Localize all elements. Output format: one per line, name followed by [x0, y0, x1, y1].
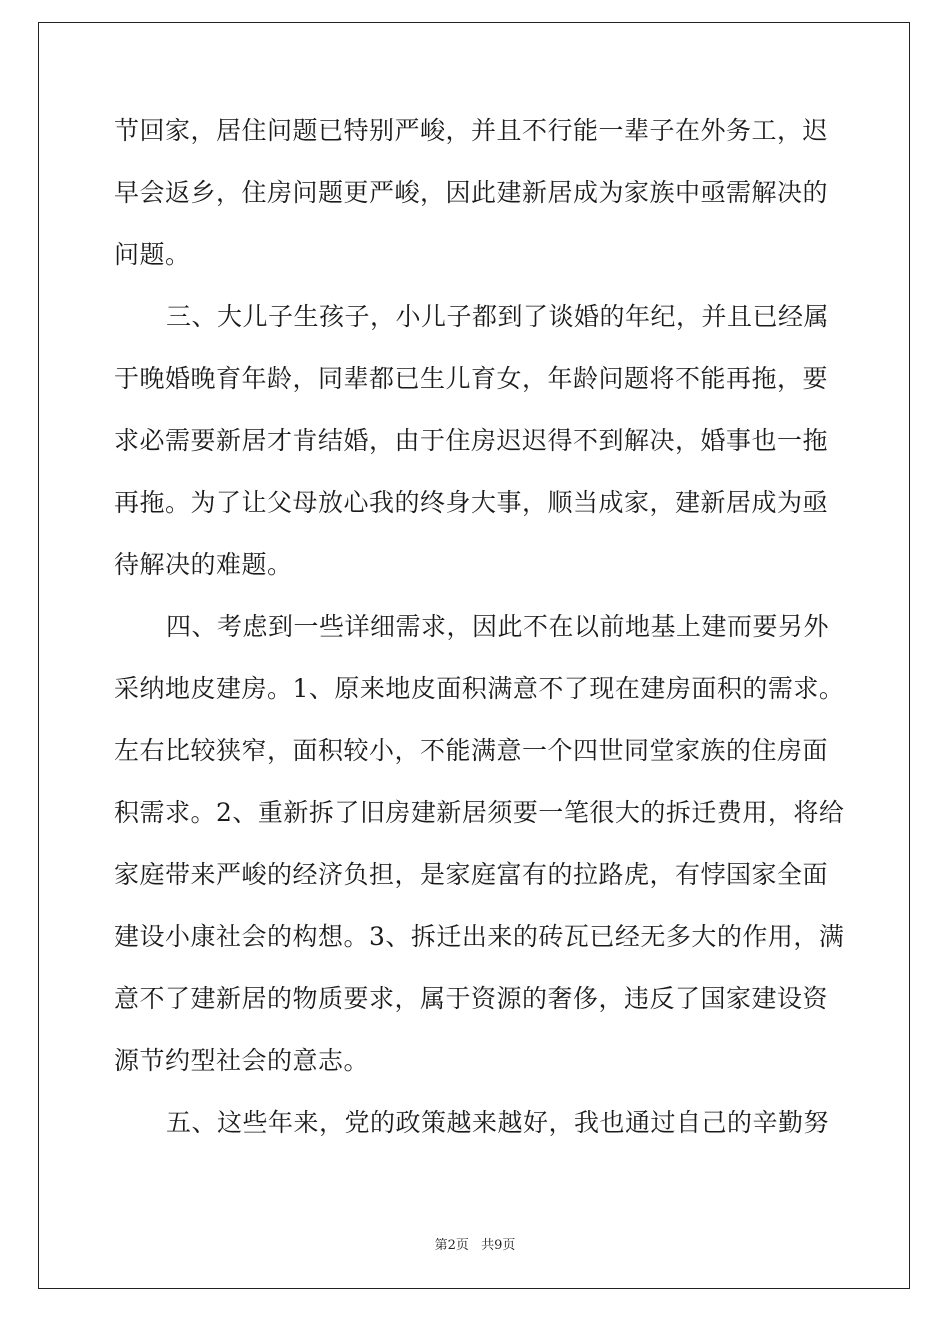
text-line: 采纳地皮建房。1、原来地皮面积满意不了现在建房面积的需求。 [114, 674, 845, 703]
text-line: 问题。 [114, 240, 191, 269]
paragraph [114, 596, 844, 1092]
text-line: 建设小康社会的构想。3、拆迁出来的砖瓦已经无多大的作用，满 [114, 922, 845, 951]
paragraph [114, 1092, 844, 1154]
text-line: 源节约型社会的意志。 [114, 1046, 370, 1075]
text-line: 早会返乡，住房问题更严峻，因此建新居成为家族中亟需解决的 [114, 178, 829, 207]
text-line: 积需求。2、重新拆了旧房建新居须要一笔很大的拆迁费用，将给 [114, 798, 845, 827]
paragraph [114, 100, 844, 286]
page-total: 共9页 [481, 1238, 516, 1253]
text-line: 家庭带来严峻的经济负担，是家庭富有的拉路虎，有悖国家全面 [114, 860, 829, 889]
text-line: 五、这些年来，党的政策越来越好，我也通过自己的辛勤努 [166, 1108, 830, 1137]
paragraph [114, 286, 844, 596]
text-line: 四、考虑到一些详细需求，因此不在以前地基上建而要另外 [166, 612, 830, 641]
text-line: 节回家，居住问题已特别严峻，并且不行能一辈子在外务工，迟 [114, 116, 829, 145]
text-line: 求必需要新居才肯结婚，由于住房迟迟得不到解决，婚事也一拖 [114, 426, 829, 455]
page-number: 第2页 [434, 1238, 469, 1253]
text-line: 三、大儿子生孩子，小儿子都到了谈婚的年纪，并且已经属 [166, 302, 830, 331]
text-line: 左右比较狭窄，面积较小，不能满意一个四世同堂家族的住房面 [114, 736, 829, 765]
text-line: 待解决的难题。 [114, 550, 293, 579]
page-footer [0, 1234, 950, 1253]
text-line: 于晚婚晚育年龄，同辈都已生儿育女，年龄问题将不能再拖，要 [114, 364, 829, 393]
text-line: 再拖。为了让父母放心我的终身大事，顺当成家，建新居成为亟 [114, 488, 829, 517]
text-line: 意不了建新居的物质要求，属于资源的奢侈，违反了国家建设资 [114, 984, 829, 1013]
document-body [114, 100, 844, 1154]
